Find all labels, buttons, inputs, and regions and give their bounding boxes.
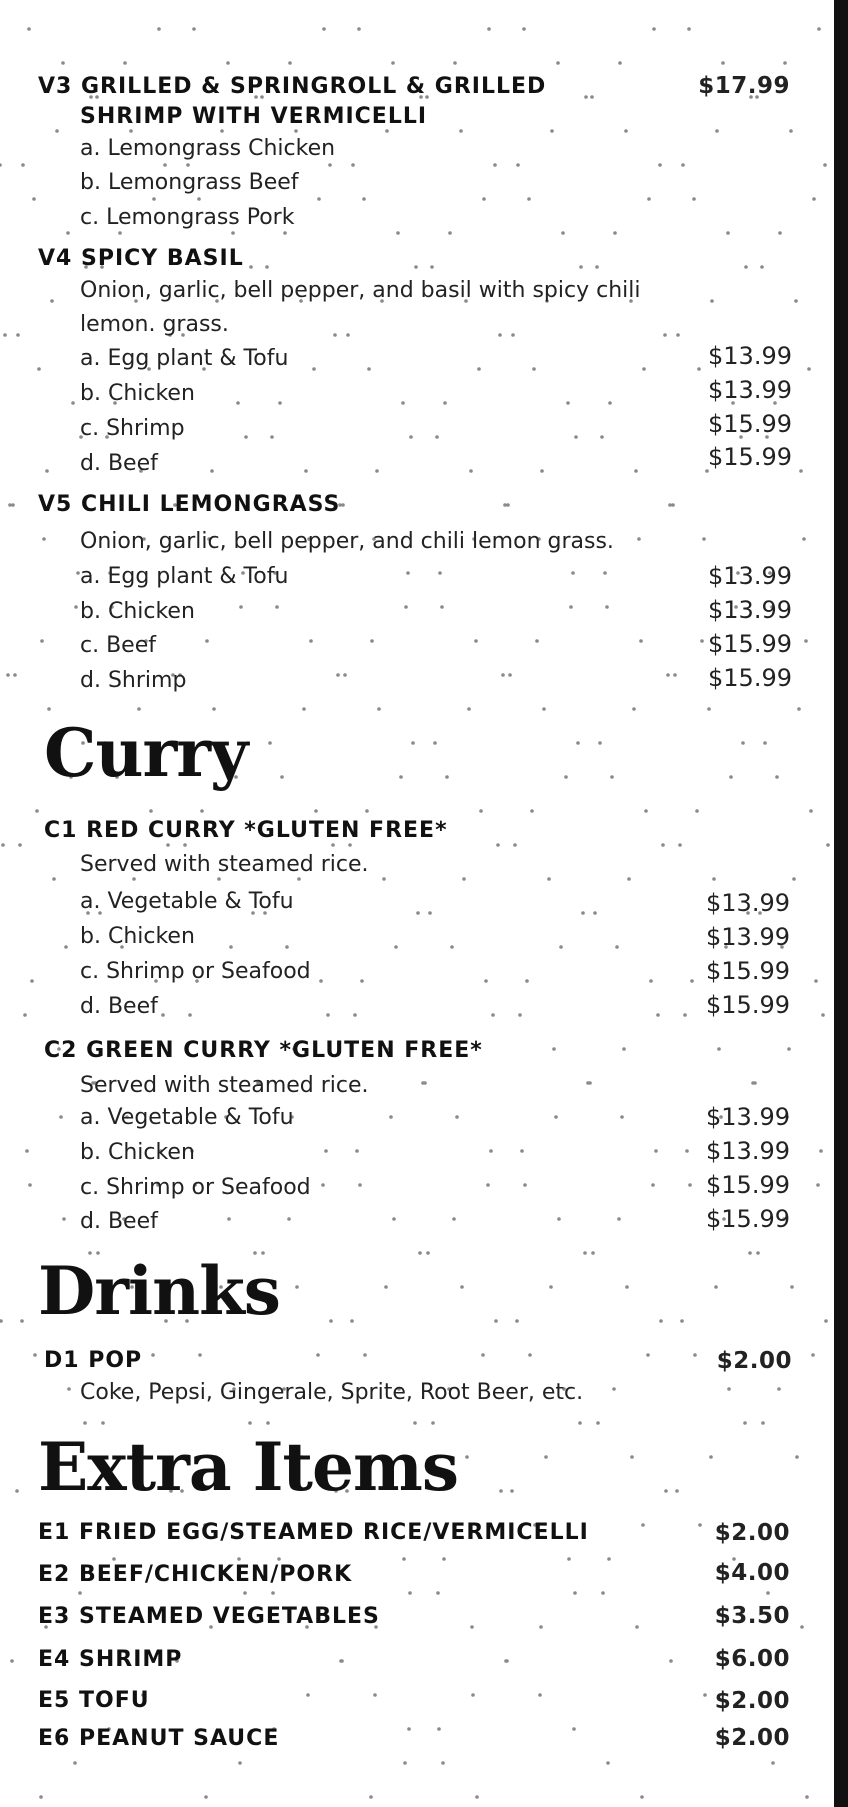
- item-e6-price: $2.00: [714, 1725, 790, 1751]
- item-c2-option-c-price: $15.99: [706, 1171, 790, 1199]
- item-v5-option-c-price: $15.99: [708, 630, 792, 658]
- item-c2-option-a: a. Vegetable & Tofu: [80, 1105, 294, 1130]
- item-d1-description: Coke, Pepsi, Gingerale, Sprite, Root Beer, etc.: [80, 1380, 584, 1405]
- item-v4-option-c-price: $15.99: [708, 410, 792, 438]
- item-d1-title: D1 POP: [44, 1348, 143, 1373]
- item-e3-label: E3 STEAMED VEGETABLES: [38, 1604, 380, 1629]
- item-c1-option-a-price: $13.99: [706, 889, 790, 917]
- item-v5-option-d-price: $15.99: [708, 664, 792, 692]
- item-c1-option-d-price: $15.99: [706, 991, 790, 1019]
- item-c2-description: Served with steamed rice.: [80, 1073, 369, 1098]
- item-v3-price: $17.99: [698, 73, 790, 99]
- item-v5-option-a-price: $13.99: [708, 562, 792, 590]
- item-e2-price: $4.00: [714, 1560, 790, 1586]
- item-c1-option-c-price: $15.99: [706, 957, 790, 985]
- item-v4-option-a: a. Egg plant & Tofu: [80, 346, 289, 371]
- item-v5-option-b-price: $13.99: [708, 596, 792, 624]
- item-c2-option-d-price: $15.99: [706, 1205, 790, 1233]
- item-v5-title: V5 CHILI LEMONGRASS: [38, 492, 341, 517]
- item-c1-option-c: c. Shrimp or Seafood: [80, 959, 311, 984]
- item-c1-option-b-price: $13.99: [706, 923, 790, 951]
- item-v5-description: Onion, garlic, bell pepper, and chili lemon grass.: [80, 529, 614, 554]
- item-v3-title-line2: SHRIMP WITH VERMICELLI: [80, 104, 428, 129]
- item-c2-option-c: c. Shrimp or Seafood: [80, 1175, 311, 1200]
- item-e3-price: $3.50: [714, 1603, 790, 1629]
- item-c2-option-b: b. Chicken: [80, 1140, 195, 1165]
- item-e6-label: E6 PEANUT SAUCE: [38, 1726, 280, 1751]
- item-v4-description-line1: Onion, garlic, bell pepper, and basil with spicy chili: [80, 278, 641, 303]
- item-c2-option-a-price: $13.99: [706, 1103, 790, 1131]
- item-e4-price: $6.00: [714, 1646, 790, 1672]
- extras-heading: Extra Items: [38, 1428, 458, 1506]
- item-v4-option-b-price: $13.99: [708, 376, 792, 404]
- item-v4-option-d: d. Beef: [80, 451, 158, 476]
- item-v4-option-c: c. Shrimp: [80, 416, 185, 441]
- item-e2-label: E2 BEEF/CHICKEN/PORK: [38, 1562, 353, 1587]
- item-c2-title: C2 GREEN CURRY *GLUTEN FREE*: [44, 1038, 483, 1063]
- item-v5-option-c: c. Beef: [80, 633, 156, 658]
- item-d1-price: $2.00: [716, 1348, 792, 1374]
- item-e1-price: $2.00: [714, 1520, 790, 1546]
- item-v4-option-d-price: $15.99: [708, 443, 792, 471]
- item-v5-option-a: a. Egg plant & Tofu: [80, 564, 289, 589]
- right-edge-bar: [834, 0, 848, 1807]
- item-v3-option-a: a. Lemongrass Chicken: [80, 136, 336, 161]
- item-c2-option-b-price: $13.99: [706, 1137, 790, 1165]
- item-c1-option-a: a. Vegetable & Tofu: [80, 889, 294, 914]
- curry-heading: Curry: [44, 714, 248, 792]
- item-c1-description: Served with steamed rice.: [80, 852, 369, 877]
- item-v4-option-b: b. Chicken: [80, 381, 195, 406]
- item-c1-option-d: d. Beef: [80, 994, 158, 1019]
- item-e5-price: $2.00: [714, 1688, 790, 1714]
- item-v5-option-d: d. Shrimp: [80, 668, 187, 693]
- item-c2-option-d: d. Beef: [80, 1209, 158, 1234]
- item-v4-option-a-price: $13.99: [708, 342, 792, 370]
- item-v4-description-line2: lemon. grass.: [80, 312, 229, 337]
- item-v5-option-b: b. Chicken: [80, 599, 195, 624]
- item-e4-label: E4 SHRIMP: [38, 1647, 183, 1672]
- item-c1-title: C1 RED CURRY *GLUTEN FREE*: [44, 818, 448, 843]
- item-v3-title-line1: V3 GRILLED & SPRINGROLL & GRILLED: [38, 74, 547, 99]
- drinks-heading: Drinks: [38, 1252, 280, 1330]
- item-v3-option-c: c. Lemongrass Pork: [80, 205, 295, 230]
- item-c1-option-b: b. Chicken: [80, 924, 195, 949]
- item-v3-option-b: b. Lemongrass Beef: [80, 170, 299, 195]
- item-e1-label: E1 FRIED EGG/STEAMED RICE/VERMICELLI: [38, 1520, 589, 1545]
- item-e5-label: E5 TOFU: [38, 1688, 150, 1713]
- item-v4-title: V4 SPICY BASIL: [38, 246, 244, 271]
